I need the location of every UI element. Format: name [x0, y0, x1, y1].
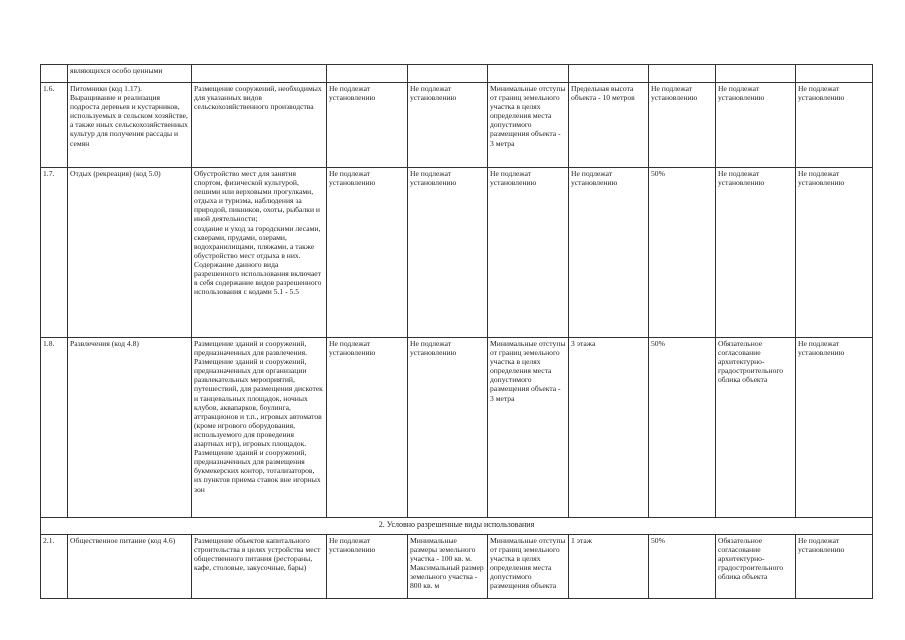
cell-use-name: Общественное питание (код 4.6): [68, 535, 192, 599]
table-row: [41, 168, 873, 338]
cell-col6: Минимальные отступы от границ земельного участка в целях определения места допустимого размещения объекта: [488, 535, 569, 599]
cell-col10: Не подлежат установлению: [796, 535, 873, 599]
cell-col10: Не подлежат установлению: [796, 83, 873, 168]
cell-col7: 1 этаж: [569, 535, 649, 599]
cell-col9: Обязательное согласование архитектурно-градостроительного облика объекта: [716, 338, 796, 518]
table-row-continuation: [41, 65, 873, 83]
section-title: 2. Условно разрешенные виды использования: [41, 518, 873, 535]
cell-col7: Предельная высота объекта - 10 метров: [569, 83, 649, 168]
cell-description: [192, 65, 327, 83]
cell-use-name: Развлечения (код 4.8): [68, 338, 192, 518]
section-header-row: [41, 518, 873, 535]
cell-col4: [327, 65, 408, 83]
regulations-table: [40, 64, 873, 599]
cell-description: Обустройство мест для занятия спортом, физической культурой, пешими или верховыми прогулками, отдыха и туризма, наблюдения за природой, пикников, охоты, рыбалки и иной деятельности; создание и уход за городскими лесами, скверами, прудами, озерами, водохранилищами, пляжами, а также обустройство мест отдыха в них. Содержание данного вида разрешенного использования включает в себя содержание видов разрешенного использования с кодами 5.1 - 5.5: [192, 168, 327, 338]
cell-col8: 50%: [649, 535, 716, 599]
cell-col6: [488, 65, 569, 83]
cell-col7: [569, 65, 649, 83]
cell-col4: Не подлежат установлению: [327, 168, 408, 338]
table-row: [41, 535, 873, 599]
cell-col4: Не подлежат установлению: [327, 83, 408, 168]
cell-number: 1.8.: [41, 338, 68, 518]
cell-col8: [649, 65, 716, 83]
cell-description: Размещение зданий и сооружений, предназначенных для развлечения. Размещение зданий и сооружений, предназначенных для организации развлекательных мероприятий, путешествий, для размещения дискотек и танцевальных площадок, ночных клубов, аквапарков, боулинга, аттракционов и т.п., игровых автоматов (кроме игрового оборудования, используемого для проведения азартных игр), игровых площадок. Размещение зданий и сооружений, предназначенных для размещения букмекерских контор, тотализаторов, их пунктов приема ставок вне игорных зон: [192, 338, 327, 518]
cell-col9: Не подлежат установлению: [716, 168, 796, 338]
table-row: [41, 83, 873, 168]
cell-col6: Минимальные отступы от границ земельного участка в целях определения места допустимого размещения объекта - 3 метра: [488, 338, 569, 518]
cell-col8: 50%: [649, 338, 716, 518]
table-row: [41, 338, 873, 518]
cell-number: 1.7.: [41, 168, 68, 338]
cell-number: 1.6.: [41, 83, 68, 168]
cell-use-name: Отдых (рекреация) (код 5.0): [68, 168, 192, 338]
cell-col8: Не подлежат установлению: [649, 83, 716, 168]
cell-col10: Не подлежат установлению: [796, 168, 873, 338]
cell-col9: [716, 65, 796, 83]
cell-col4: Не подлежат установлению: [327, 338, 408, 518]
cell-number: [41, 65, 68, 83]
cell-col7: Не подлежат установлению: [569, 168, 649, 338]
cell-col6: Минимальные отступы от границ земельного участка в целях определения места допустимого размещения объекта - 3 метра: [488, 83, 569, 168]
cell-col7: 3 этажа: [569, 338, 649, 518]
cell-col9: Обязательное согласование архитектурно-градостроительного облика объекта: [716, 535, 796, 599]
cell-col6: Не подлежат установлению: [488, 168, 569, 338]
cell-col8: 50%: [649, 168, 716, 338]
cell-col9: Не подлежат установлению: [716, 83, 796, 168]
cell-col4: Не подлежат установлению: [327, 535, 408, 599]
cell-description: Размещение сооружений, необходимых для указанных видов сельскохозяйственного производства: [192, 83, 327, 168]
cell-col10: [796, 65, 873, 83]
cell-col5: Не подлежат установлению: [408, 168, 488, 338]
cell-col5: Не подлежат установлению: [408, 338, 488, 518]
cell-col10: Не подлежат установлению: [796, 338, 873, 518]
cell-description: Размещение объектов капитального строительства в целях устройства мест общественного питания (рестораны, кафе, столовые, закусочные, бары): [192, 535, 327, 599]
cell-number: 2.1.: [41, 535, 68, 599]
cell-use-name: являющихся особо ценными: [68, 65, 192, 83]
cell-col5: [408, 65, 488, 83]
cell-col5: Минимальные размеры земельного участка - 100 кв. м. Максимальный размер земельного участка - 800 кв. м: [408, 535, 488, 599]
cell-col5: Не подлежат установлению: [408, 83, 488, 168]
cell-use-name: Питомники (код 1.17). Выращивание и реализация подроста деревьев и кустарников, используемых в сельском хозяйстве, а также иных сельскохозяйственных культур для получения рассады и семян: [68, 83, 192, 168]
